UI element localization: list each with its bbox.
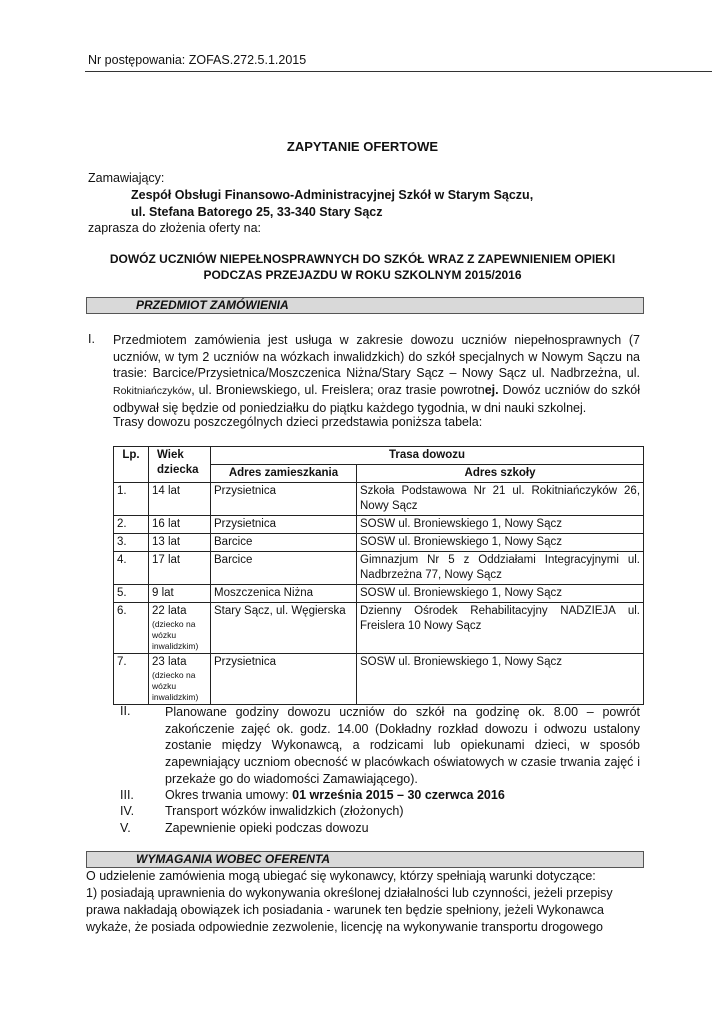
cell-home-address: Przysietnica — [211, 654, 357, 705]
cell-school-address: SOSW ul. Broniewskiego 1, Nowy Sącz — [357, 534, 644, 552]
cell-age-note: (dziecko na wózku inwalidzkim) — [152, 619, 199, 651]
col-header-lp: Lp. — [114, 447, 149, 483]
table-header-row — [114, 447, 644, 465]
table-row — [114, 552, 644, 585]
requirements-line-2: 1) posiadają uprawnienia do wykonywania określonej działalności lub czynności, jeżeli przepisy — [86, 886, 613, 900]
item-3-dates: 01 września 2015 – 30 czerwca 2016 — [292, 788, 505, 802]
col-header-route: Trasa dowozu — [211, 447, 644, 465]
cell-age — [149, 585, 211, 603]
section-heading-subject: PRZEDMIOT ZAMÓWIENIA — [86, 297, 644, 314]
cell-home-address: Moszczenica Niżna — [211, 585, 357, 603]
cell-lp: 2. — [114, 516, 149, 534]
col-header-age-1: Wiek — [157, 449, 184, 461]
item-3-label: Okres trwania umowy: — [165, 788, 293, 802]
header-divider — [85, 71, 712, 72]
routes-table — [113, 446, 644, 705]
cell-home-address: Barcice — [211, 534, 357, 552]
cell-age — [149, 603, 211, 654]
item-5-text: Zapewnienie opieki podczas dowozu — [165, 821, 369, 835]
cell-school-address: Szkoła Podstawowa Nr 21 ul. Rokitniańczyków 26, Nowy Sącz — [357, 483, 644, 516]
cell-school-address: SOSW ul. Broniewskiego 1, Nowy Sącz — [357, 654, 644, 705]
cell-home-address: Przysietnica — [211, 516, 357, 534]
cell-school-address: Dzienny Ośrodek Rehabilitacyjny NADZIEJA ul. Freislera 10 Nowy Sącz — [357, 603, 644, 654]
cell-school-address: Gimnazjum Nr 5 z Oddziałami Integracyjnymi ul. Nadbrzeżna 77, Nowy Sącz — [357, 552, 644, 585]
cell-age-value: 13 lat — [152, 536, 181, 548]
cell-age-note: (dziecko na wózku inwalidzkim) — [152, 670, 199, 702]
cell-age-value: 17 lat — [152, 554, 181, 566]
cell-school-address: SOSW ul. Broniewskiego 1, Nowy Sącz — [357, 585, 644, 603]
cell-age-value: 9 lat — [152, 587, 174, 599]
page-title: ZAPYTANIE OFERTOWE — [286, 139, 439, 154]
cell-age — [149, 534, 211, 552]
case-number: Nr postępowania: ZOFAS.272.5.1.2015 — [88, 53, 307, 67]
requirements-line-3: prawa nakładają obowiązek ich posiadania - warunek ten będzie spełniony, jeżeli Wykonawca — [86, 903, 605, 917]
col-header-school: Adres szkoły — [357, 465, 644, 483]
requirements-line-1: O udzielenie zamówienia mogą ubiegać się wykonawcy, którzy spełniają warunki dotyczące: — [86, 869, 596, 883]
item-1-number: I. — [88, 332, 95, 346]
item-1-text-b: , ul. Broniewskiego, ul. Freislera; oraz trasie powrotn — [191, 383, 485, 398]
invitation-text: zaprasza do złożenia oferty na: — [88, 221, 262, 235]
section-heading-requirements: WYMAGANIA WOBEC OFERENTA — [86, 851, 644, 868]
subject-line-2: PODCZAS PRZEJAZDU W ROKU SZKOLNYM 2015/2016 — [203, 268, 522, 282]
item-1-text — [113, 332, 640, 417]
table-row — [114, 483, 644, 516]
item-2-number: II. — [120, 704, 131, 718]
ordering-party-name: Zespół Obsługi Finansowo-Administracyjnej Szkół w Starym Sączu, — [131, 188, 534, 202]
cell-age-value: 23 lata — [152, 656, 187, 668]
cell-lp: 5. — [114, 585, 149, 603]
cell-age — [149, 516, 211, 534]
table-row — [114, 534, 644, 552]
item-1-text-street: Rokitniańczyków — [113, 385, 192, 398]
cell-lp: 4. — [114, 552, 149, 585]
item-3-text — [165, 788, 505, 802]
ordering-party-address: ul. Stefana Batorego 25, 33-340 Stary Sącz — [131, 205, 383, 219]
ordering-party-label: Zamawiający: — [88, 171, 165, 185]
cell-age-value: 14 lat — [152, 485, 181, 497]
item-4-number: IV. — [120, 804, 135, 818]
cell-school-address: SOSW ul. Broniewskiego 1, Nowy Sącz — [357, 516, 644, 534]
cell-lp: 1. — [114, 483, 149, 516]
col-header-age — [149, 447, 211, 483]
table-row — [114, 585, 644, 603]
table-row — [114, 603, 644, 654]
cell-age — [149, 483, 211, 516]
item-1-text-c: Dowóz uczniów do szkół odbywał się będzie od poniedziałku do piątku każdego tygodnia, w dni nauki szkolnej. — [113, 383, 640, 415]
cell-age-value: 16 lat — [152, 518, 181, 530]
cell-home-address: Stary Sącz, ul. Węgierska — [211, 603, 357, 654]
cell-lp: 7. — [114, 654, 149, 705]
cell-age — [149, 654, 211, 705]
cell-home-address: Barcice — [211, 552, 357, 585]
subject-line-1: DOWÓZ UCZNIÓW NIEPEŁNOSPRAWNYCH DO SZKÓŁ WRAZ Z ZAPEWNIENIEM OPIEKI — [109, 252, 616, 266]
col-header-home: Adres zamieszkania — [211, 465, 357, 483]
table-row — [114, 654, 644, 705]
item-2-text: Planowane godziny dowozu uczniów do szkół na godzinę ok. 8.00 – powrót zakończenie zajęć ok. godz. 14.00 (Dokładny rozkład dowozu i odwozu ustalony zostanie między Wykonawcą, a rodzicami lub opiekunami dzieci, w sposób zapewniający uczniom obecność w placówkach oświatowych w czasie trwania zajęć i przekaże go do wiadomości Zamawiającego). — [165, 705, 640, 786]
col-header-age-2: dziecka — [157, 464, 199, 476]
table-intro: Trasy dowozu poszczególnych dzieci przedstawia poniższa tabela: — [113, 415, 483, 429]
cell-lp: 6. — [114, 603, 149, 654]
table-row — [114, 516, 644, 534]
item-1-text-bold: ej. — [484, 383, 499, 398]
item-5-number: V. — [120, 821, 131, 835]
requirements-line-4: wykaże, że posiada odpowiednie zezwolenie, licencję na wykonywanie transportu drogowego — [86, 920, 603, 934]
item-1-text-a: Przedmiotem zamówienia jest usługa w zakresie dowozu uczniów niepełnosprawnych (7 uczniów, w tym 2 uczniów na wózkach inwalidzkich) do szkół specjalnych w Nowym Sączu na trasie: Barcice/Przysietnica/Moszczenica Niżna/Stary Sącz – Nowy Sącz ul. Nadbrzeżna, ul. — [113, 333, 640, 381]
item-4-text: Transport wózków inwalidzkich (złożonych) — [165, 804, 404, 818]
cell-lp: 3. — [114, 534, 149, 552]
cell-age — [149, 552, 211, 585]
item-3-number: III. — [120, 788, 134, 802]
cell-age-value: 22 lata — [152, 605, 187, 617]
cell-home-address: Przysietnica — [211, 483, 357, 516]
